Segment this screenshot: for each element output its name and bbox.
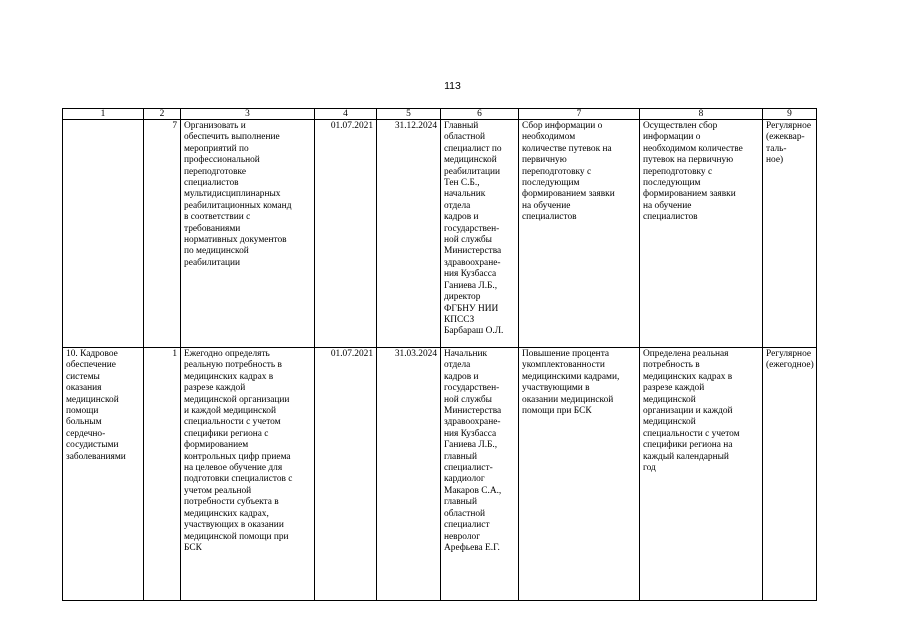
column-number-row <box>63 109 817 120</box>
column-header: 8 <box>640 109 763 120</box>
end-date-cell: 31.03.2024 <box>377 348 441 601</box>
item-number-cell: 7 <box>144 120 181 348</box>
column-header: 3 <box>181 109 315 120</box>
column-header: 7 <box>519 109 640 120</box>
column-header: 2 <box>144 109 181 120</box>
start-date-cell: 01.07.2021 <box>315 120 377 348</box>
actual-result-cell: Осуществлен сбор информации о необходимом количестве путевок на первичную переподготовку с последующим формированием заявки на обучение специалистов <box>640 120 763 348</box>
end-date-cell: 31.12.2024 <box>377 120 441 348</box>
expected-result-cell: Повышение процента укомплектованности медицинскими кадрами, участвующими в оказании медицинской помощи при БСК <box>519 348 640 601</box>
column-header: 1 <box>63 109 144 120</box>
column-header: 9 <box>763 109 817 120</box>
actual-result-cell: Определена реальная потребность в медицинских кадрах в разрезе каждой медицинской организации и каждой медицинской специальности с учетом специфики региона на каждый календарный год <box>640 348 763 601</box>
table-row <box>63 120 817 348</box>
column-header: 6 <box>441 109 519 120</box>
item-number-cell: 1 <box>144 348 181 601</box>
column-header: 5 <box>377 109 441 120</box>
activity-cell: Организовать и обеспечить выполнение мероприятий по профессиональной переподготовке специалистов мультидисциплинарных реабилитационных команд в соответствии с требованиями нормативных документов по медицинской реабилитации <box>181 120 315 348</box>
activity-table <box>62 108 817 601</box>
start-date-cell: 01.07.2021 <box>315 348 377 601</box>
responsible-cell: Начальник отдела кадров и государствен- ной службы Министерства здравоохране- ния Кузбасса Ганиева Л.Б., главный специалист- кардиолог Макаров С.А., главный областной специалист невролог Арефьева Е.Г. <box>441 348 519 601</box>
column-header: 4 <box>315 109 377 120</box>
expected-result-cell: Сбор информации о необходимом количестве путевок на первичную переподготовку с последующим формированием заявки на обучение специалистов <box>519 120 640 348</box>
responsible-cell: Главный областной специалист по медицинской реабилитации Тен С.Б., начальник отдела кадров и государствен- ной службы Министерства здравоохране- ния Кузбасса Ганиева Л.Б., директор ФГБНУ НИИ КПССЗ Барбараш О.Л. <box>441 120 519 348</box>
activity-cell: Ежегодно определять реальную потребность в медицинских кадрах в разрезе каждой медицинской организации и каждой медицинской специальности с учетом специфики региона с формированием контрольных цифр приема на целевое обучение для подготовки специалистов с учетом реальной потребности субъекта в медицинских кадрах, участвующих в оказании медицинской помощи при БСК <box>181 348 315 601</box>
section-cell <box>63 120 144 348</box>
section-cell: 10. Кадровое обеспечение системы оказания медицинской помощи больным сердечно- сосудистыми заболеваниями <box>63 348 144 601</box>
table-row <box>63 348 817 601</box>
periodicity-cell: Регулярное (ежегодное) <box>763 348 817 601</box>
page-number: 113 <box>444 80 461 92</box>
periodicity-cell: Регулярное (ежекварталь- ное) <box>763 120 817 348</box>
